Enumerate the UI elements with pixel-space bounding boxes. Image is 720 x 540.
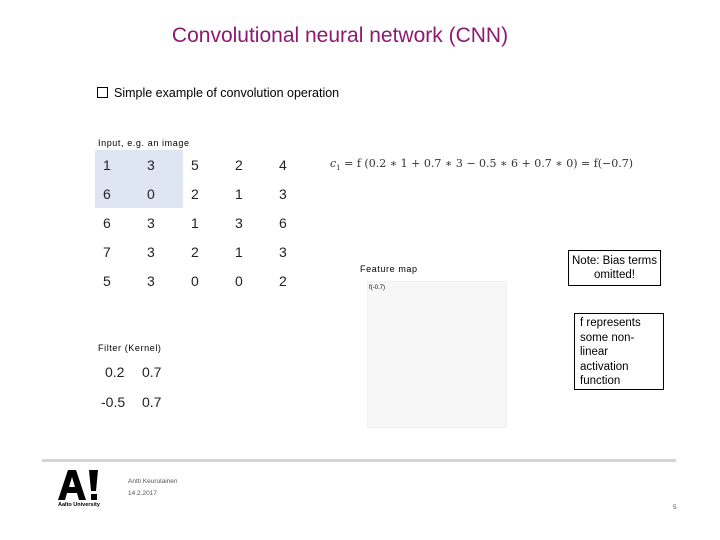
input-cell: 7 bbox=[103, 243, 111, 260]
input-cell: 0 bbox=[235, 272, 243, 289]
university-name: Aalto University bbox=[58, 502, 100, 508]
input-matrix bbox=[95, 150, 315, 295]
input-cell: 3 bbox=[147, 272, 155, 289]
input-cell: 3 bbox=[279, 185, 287, 202]
activation-note-line: linear bbox=[580, 346, 609, 358]
activation-note bbox=[574, 313, 664, 390]
checkbox-bullet-icon bbox=[97, 87, 108, 98]
convolution-formula bbox=[330, 157, 633, 172]
input-cell: 1 bbox=[235, 243, 243, 260]
input-cell: 0 bbox=[139, 179, 183, 208]
author-name: Antti Keurulainen bbox=[128, 478, 178, 485]
input-cell: 2 bbox=[191, 243, 199, 260]
formula-variable: c bbox=[330, 157, 337, 170]
input-cell: 4 bbox=[279, 156, 287, 173]
feature-map bbox=[367, 281, 507, 428]
feature-map-cell: f(-0.7) bbox=[369, 285, 386, 291]
input-cell: 6 bbox=[95, 179, 139, 208]
footer-divider bbox=[42, 459, 676, 462]
input-cell: 6 bbox=[103, 214, 111, 231]
bullet-text: Simple example of convolution operation bbox=[114, 86, 340, 100]
bias-note: Note: Bias terms omitted! bbox=[568, 250, 661, 286]
input-cell: 2 bbox=[191, 185, 199, 202]
formula-expression: = f (0.2 ∗ 1 + 0.7 ∗ 3 − 0.5 ∗ 6 + 0.7 ∗ 0) = f(−0.7) bbox=[340, 157, 634, 170]
input-cell: 1 bbox=[95, 150, 139, 179]
input-label: Input, e.g. an image bbox=[98, 138, 190, 148]
activation-note-line: function bbox=[580, 375, 621, 387]
bullet-point bbox=[97, 86, 339, 100]
filter-cell: 0.7 bbox=[142, 394, 162, 410]
aalto-logo-icon bbox=[58, 468, 102, 502]
feature-map-label: Feature map bbox=[360, 264, 418, 274]
filter-cell: -0.5 bbox=[101, 394, 126, 410]
input-cell: 3 bbox=[279, 243, 287, 260]
input-cell: 3 bbox=[139, 150, 183, 179]
input-cell: 2 bbox=[279, 272, 287, 289]
input-cell: 5 bbox=[191, 156, 199, 173]
slide-title: Convolutional neural network (CNN) bbox=[171, 24, 509, 47]
input-cell: 5 bbox=[103, 272, 111, 289]
presentation-date: 14.2.2017 bbox=[128, 490, 157, 497]
activation-note-line: some non- bbox=[580, 331, 635, 344]
input-cell: 3 bbox=[147, 214, 155, 231]
input-cell: 1 bbox=[191, 214, 199, 231]
activation-note-line: activation bbox=[580, 360, 629, 373]
filter-matrix bbox=[95, 357, 172, 417]
filter-cell: 0.2 bbox=[105, 364, 125, 380]
input-cell: 3 bbox=[235, 214, 243, 231]
filter-cell: 0.7 bbox=[142, 364, 162, 380]
formula-subscript: 1 bbox=[336, 164, 341, 173]
activation-note-line: f represents bbox=[580, 317, 641, 329]
filter-label: Filter (Kernel) bbox=[98, 343, 162, 353]
input-cell: 3 bbox=[147, 243, 155, 260]
input-cell: 1 bbox=[235, 185, 243, 202]
input-cell: 2 bbox=[235, 156, 243, 173]
input-cell: 6 bbox=[279, 214, 287, 231]
page-number: 5 bbox=[673, 504, 677, 511]
input-cell: 0 bbox=[191, 272, 199, 289]
